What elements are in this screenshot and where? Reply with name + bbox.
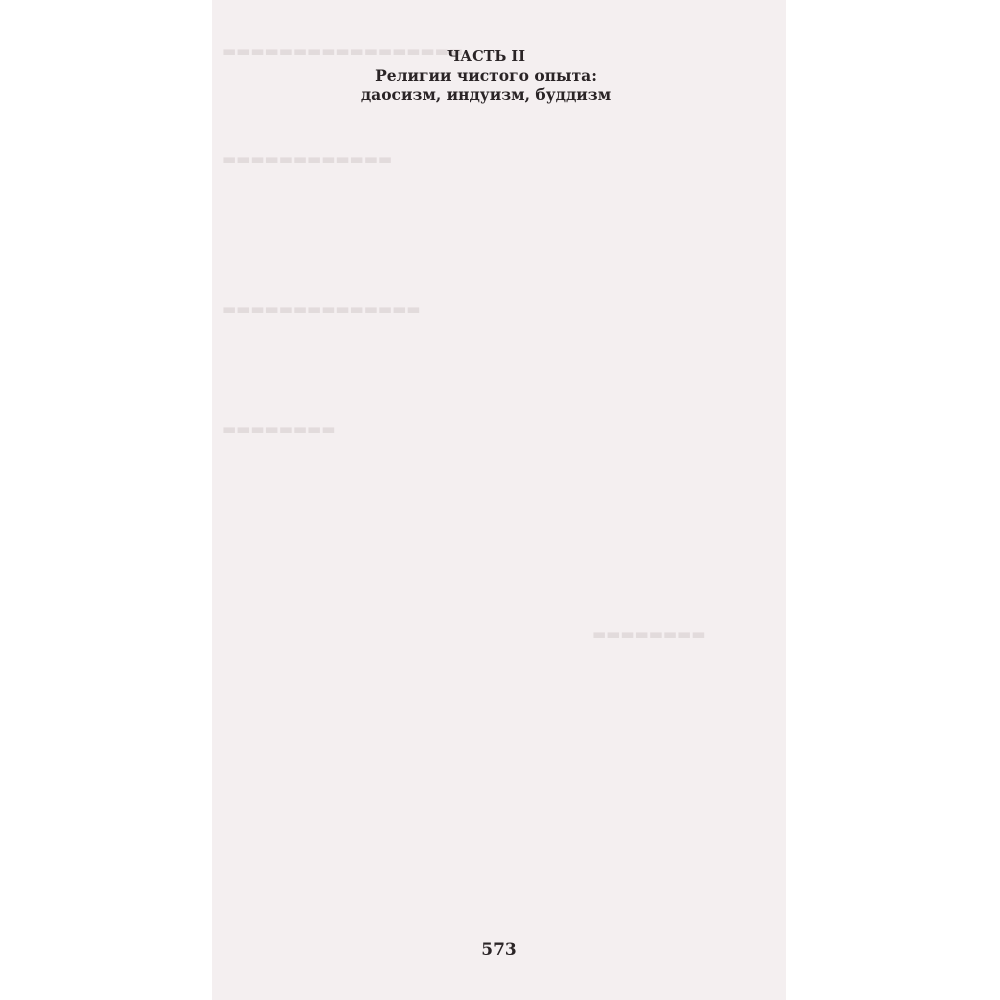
bleed-through-text: ▬▬▬▬▬▬▬▬	[222, 420, 336, 438]
page-number: 573	[481, 940, 517, 960]
part-label: ЧАСТЬ II	[447, 48, 525, 65]
table-of-contents	[234, 44, 738, 104]
bleed-through-text: ▬▬▬▬▬▬▬▬▬▬▬▬▬▬	[222, 300, 421, 318]
book-page	[212, 0, 786, 1000]
part-heading	[234, 47, 738, 104]
part-title: Религии чистого опыта:	[375, 66, 597, 85]
bleed-through-text: ▬▬▬▬▬▬▬▬▬▬▬▬	[222, 150, 393, 168]
bleed-through-text: ▬▬▬▬▬▬▬▬	[592, 625, 706, 643]
part-title: даосизм, индуизм, буддизм	[360, 85, 612, 104]
bleed-through-text: ▬▬▬▬▬▬▬▬▬▬▬▬▬▬▬▬▬	[222, 42, 463, 60]
